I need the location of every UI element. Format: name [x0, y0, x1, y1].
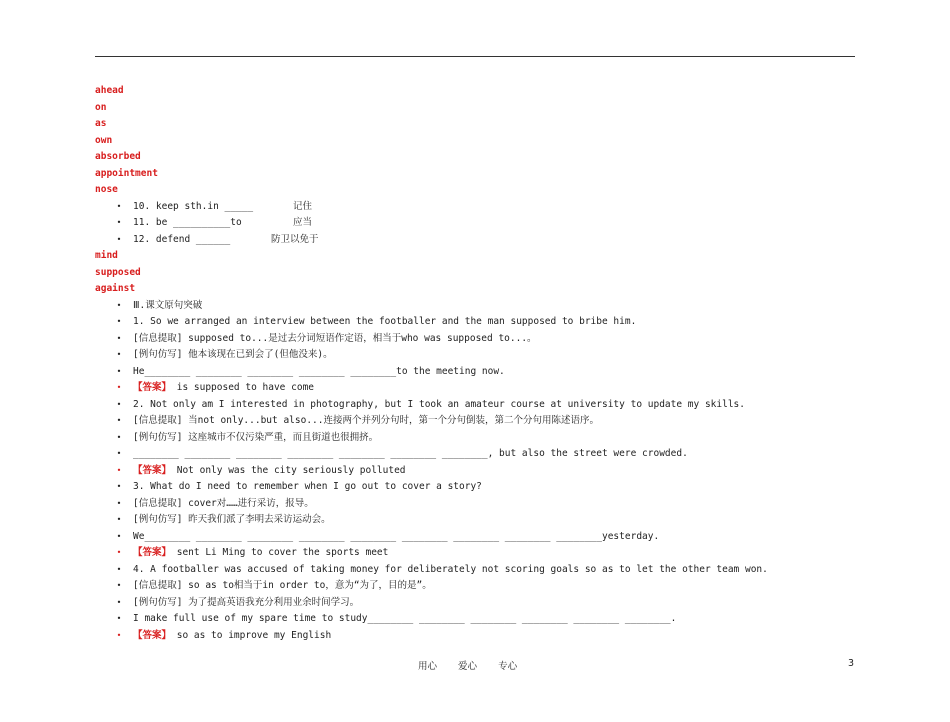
item-gloss: 防卫以免于 — [271, 233, 319, 245]
list-item — [95, 199, 855, 216]
item-text: I make full use of my spare time to study________ ________ ________ ________ ________ ________. — [133, 613, 677, 624]
item-gloss: 记住 — [293, 200, 313, 212]
list-item — [95, 232, 855, 249]
answer-word: mind — [95, 250, 118, 261]
item-text: [例句仿写] 为了提高英语我充分利用业余时间学习。 — [133, 596, 360, 608]
item-text: 1. So we arranged an interview between the footballer and the man supposed to bribe him. — [133, 316, 637, 327]
footer-motto-3: 专心 — [498, 661, 518, 672]
bullet-icon: • — [116, 399, 122, 409]
item-text: We________ ________ ________ ________ ________ ________ ________ ________ ________yesterday. — [133, 530, 660, 542]
list-item — [95, 578, 855, 595]
bullet-icon: • — [116, 317, 122, 326]
item-text: 11. be __________to — [133, 217, 242, 228]
item-text: sent Li Ming to cover the sports meet — [171, 547, 389, 558]
answer-label: 【答案】 — [133, 547, 172, 558]
answer-word: against — [95, 283, 136, 294]
item-text: is supposed to have come — [171, 382, 315, 393]
bullet-icon: • — [116, 350, 122, 359]
list-item — [95, 413, 855, 430]
answer-word: own — [95, 134, 113, 146]
item-text: [例句仿写] 这座城市不仅污染严重，而且街道也很拥挤。 — [133, 431, 379, 443]
bullet-icon: • — [116, 333, 122, 343]
bullet-icon: • — [116, 515, 122, 524]
answer-word: ahead — [95, 85, 124, 96]
bullet-icon: • — [116, 234, 122, 244]
answer-label: 【答案】 — [133, 629, 172, 641]
bullet-icon: • — [116, 548, 122, 557]
item-text: so as to improve my English — [171, 629, 332, 641]
item-text: [例句仿写] 他本该现在已到会了(但他没来)。 — [133, 349, 333, 360]
answer-word: nose — [95, 184, 118, 195]
item-text: [信息提取] 当not only...but also...连接两个并列分句时，第一个分句倒装，第二个分句用陈述语序。 — [133, 415, 599, 426]
item-text: He________ ________ ________ ________ ________to the meeting now. — [133, 365, 505, 377]
answer-word: as — [95, 118, 107, 129]
list-item — [95, 512, 855, 529]
list-item — [95, 611, 855, 628]
header-rule — [95, 56, 855, 57]
item-text: 2. Not only am I interested in photography, but I took an amateur course at university to update my skills. — [133, 398, 745, 410]
item-text: [信息提取] cover对……进行采访，报导。 — [133, 497, 314, 509]
bullet-icon: • — [116, 465, 122, 475]
answer-label: 【答案】 — [133, 382, 172, 393]
answer-label: 【答案】 — [133, 464, 172, 476]
item-gloss: 应当 — [293, 217, 313, 228]
list-item — [95, 529, 855, 546]
document-body — [95, 83, 855, 644]
bullet-icon: • — [116, 482, 122, 491]
footer-motto-1: 用心 — [418, 661, 438, 672]
answer-word: absorbed — [95, 151, 141, 162]
page-number: 3 — [848, 658, 855, 669]
bullet-icon: • — [116, 614, 122, 623]
bullet-icon: • — [116, 449, 122, 458]
list-item — [95, 496, 855, 513]
list-item — [95, 331, 855, 348]
bullet-icon: • — [116, 383, 122, 392]
bullet-icon: • — [116, 597, 122, 607]
list-item — [95, 446, 855, 463]
bullet-icon: • — [116, 432, 122, 442]
item-text: 12. defend ______ — [133, 233, 231, 245]
answer-word: appointment — [95, 167, 158, 179]
item-text: [信息提取] supposed to...是过去分词短语作定语，相当于who was supposed to...。 — [133, 332, 537, 344]
bullet-icon: • — [116, 581, 122, 590]
bullet-icon: • — [116, 218, 122, 227]
bullet-icon: • — [116, 564, 122, 574]
bullet-icon: • — [116, 531, 122, 541]
bullet-icon: • — [116, 498, 122, 508]
answer-item — [95, 380, 855, 397]
list-item — [95, 430, 855, 447]
bullet-icon: • — [116, 201, 122, 211]
list-item — [95, 364, 855, 381]
item-text: 3. What do I need to remember when I go out to cover a story? — [133, 481, 482, 492]
list-item — [95, 347, 855, 364]
item-text: [例句仿写] 昨天我们派了李明去采访运动会。 — [133, 514, 331, 525]
answer-item — [95, 628, 855, 645]
list-item — [95, 479, 855, 496]
list-item — [95, 562, 855, 579]
bullet-icon: • — [116, 630, 122, 640]
bullet-icon: • — [116, 300, 122, 310]
list-item — [95, 215, 855, 232]
answer-word: supposed — [95, 266, 141, 278]
bullet-icon: • — [116, 416, 122, 425]
item-text: Ⅲ.课文原句突破 — [133, 299, 203, 311]
answer-item — [95, 545, 855, 562]
list-item — [95, 397, 855, 414]
list-item — [95, 595, 855, 612]
answer-item — [95, 463, 855, 480]
item-text: Not only was the city seriously polluted — [171, 464, 406, 476]
list-item — [95, 298, 855, 315]
bullet-icon: • — [116, 366, 122, 376]
list-item — [95, 314, 855, 331]
item-text: ________ ________ ________ ________ ________ ________ ________, but also the street were crowded. — [133, 448, 688, 459]
item-text: [信息提取] so as to相当于in order to，意为“为了，目的是”。 — [133, 580, 432, 591]
footer-motto — [418, 658, 535, 672]
item-text: 10. keep sth.in _____ — [133, 200, 254, 212]
footer-motto-2: 爱心 — [458, 661, 478, 672]
item-text: 4. A footballer was accused of taking money for deliberately not scoring goals so as to let the other team won. — [133, 563, 768, 575]
answer-word: on — [95, 101, 107, 113]
